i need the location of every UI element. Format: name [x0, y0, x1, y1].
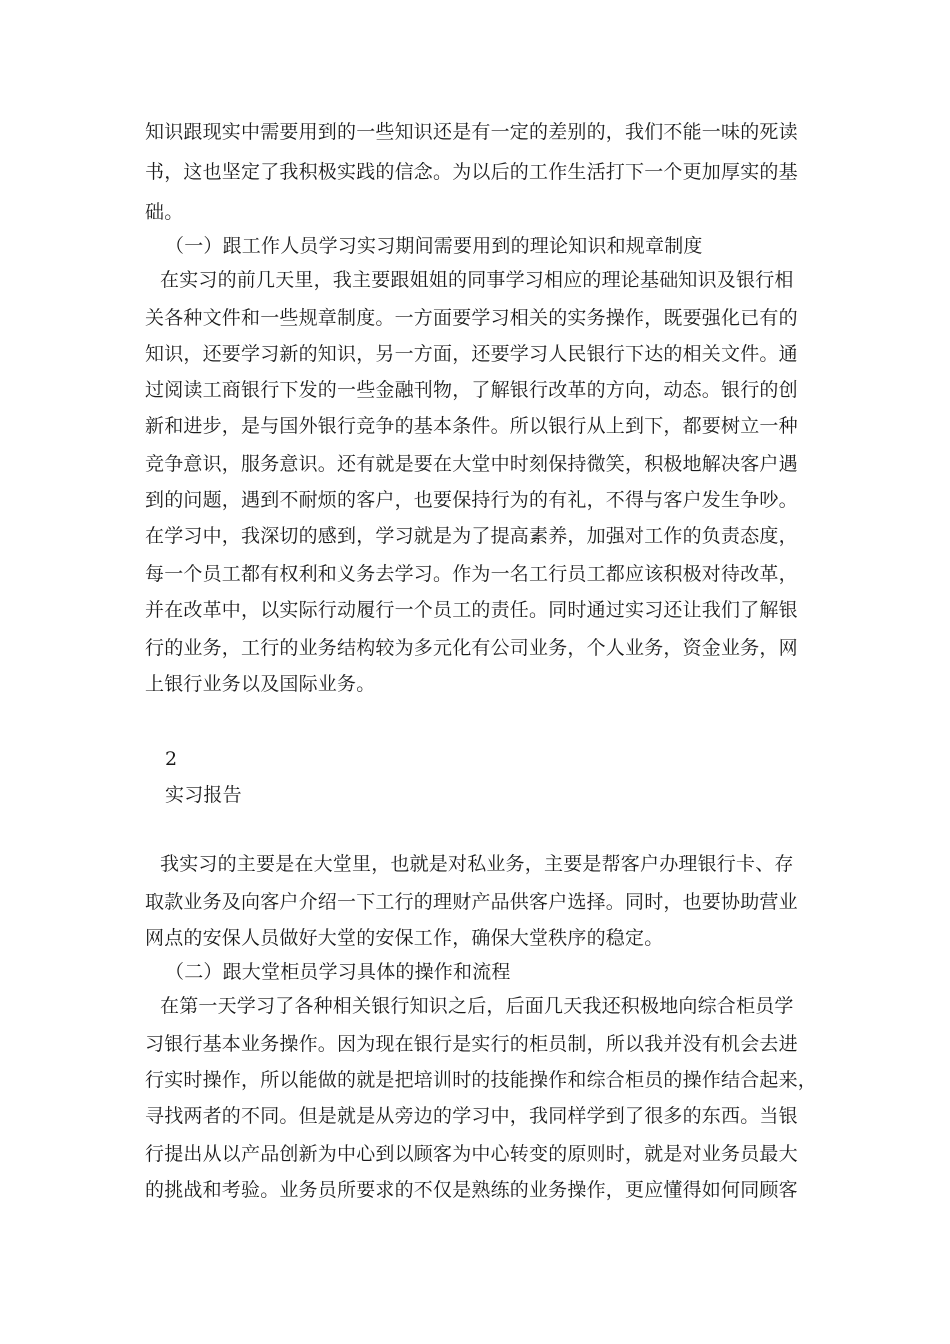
- paragraph-line: 行的业务，工行的业务结构较为多元化有公司业务，个人业务，资金业务，网: [145, 637, 798, 659]
- paragraph-line: 习银行基本业务操作。因为现在银行是实行的柜员制，所以我并没有机会去进: [145, 1033, 798, 1055]
- paragraph-line: 在学习中，我深切的感到，学习就是为了提高素养，加强对工作的负责态度，: [145, 525, 798, 547]
- paragraph-line: 取款业务及向客户介绍一下工行的理财产品供客户选择。同时，也要协助营业: [145, 891, 798, 913]
- paragraph-line: 在第一天学习了各种相关银行知识之后，后面几天我还积极地向综合柜员学: [160, 995, 794, 1017]
- paragraph-line: 知识，还要学习新的知识，另一方面，还要学习人民银行下达的相关文件。通: [145, 343, 798, 365]
- paragraph-line: 寻找两者的不同。但是就是从旁边的学习中，我同样学到了很多的东西。当银: [145, 1105, 798, 1127]
- paragraph-line: 书，这也坚定了我积极实践的信念。为以后的工作生活打下一个更加厚实的基: [145, 161, 798, 183]
- section-heading: （一）跟工作人员学习实习期间需要用到的理论知识和规章制度: [165, 235, 703, 257]
- running-header: 实习报告: [165, 784, 242, 806]
- paragraph-line: 过阅读工商银行下发的一些金融刊物，了解银行改革的方向，动态。银行的创: [145, 379, 798, 401]
- paragraph-line: 的挑战和考验。业务员所要求的不仅是熟练的业务操作，更应懂得如何同顾客: [145, 1179, 798, 1201]
- paragraph-line: 知识跟现实中需要用到的一些知识还是有一定的差别的，我们不能一味的死读: [145, 121, 798, 143]
- paragraph-line: 每一个员工都有权利和义务去学习。作为一名工行员工都应该积极对待改革，: [145, 563, 798, 585]
- paragraph-line: 竞争意识，服务意识。还有就是要在大堂中时刻保持微笑，积极地解决客户遇: [145, 453, 798, 475]
- section-heading: （二）跟大堂柜员学习具体的操作和流程: [165, 961, 511, 983]
- paragraph-line: 并在改革中，以实际行动履行一个员工的责任。同时通过实习还让我们了解银: [145, 599, 798, 621]
- paragraph-line: 到的问题，遇到不耐烦的客户，也要保持行为的有礼，不得与客户发生争吵。: [145, 489, 798, 511]
- paragraph-line: 我实习的主要是在大堂里，也就是对私业务，主要是帮客户办理银行卡、存: [160, 853, 794, 875]
- paragraph-line: 新和进步，是与国外银行竞争的基本条件。所以银行从上到下，都要树立一种: [145, 415, 798, 437]
- paragraph-line: 关各种文件和一些规章制度。一方面要学习相关的实务操作，既要强化已有的: [145, 307, 798, 329]
- page-number: 2: [165, 748, 178, 770]
- paragraph-line: 行实时操作，所以能做的就是把培训时的技能操作和综合柜员的操作结合起来，: [145, 1069, 818, 1091]
- paragraph-line: 网点的安保人员做好大堂的安保工作，确保大堂秩序的稳定。: [145, 927, 664, 949]
- paragraph-line: 上银行业务以及国际业务。: [145, 673, 376, 695]
- paragraph-line: 础。: [145, 201, 184, 223]
- paragraph-line: 在实习的前几天里，我主要跟姐姐的同事学习相应的理论基础知识及银行相: [160, 269, 794, 291]
- paragraph-line: 行提出从以产品创新为中心到以顾客为中心转变的原则时，就是对业务员最大: [145, 1143, 798, 1165]
